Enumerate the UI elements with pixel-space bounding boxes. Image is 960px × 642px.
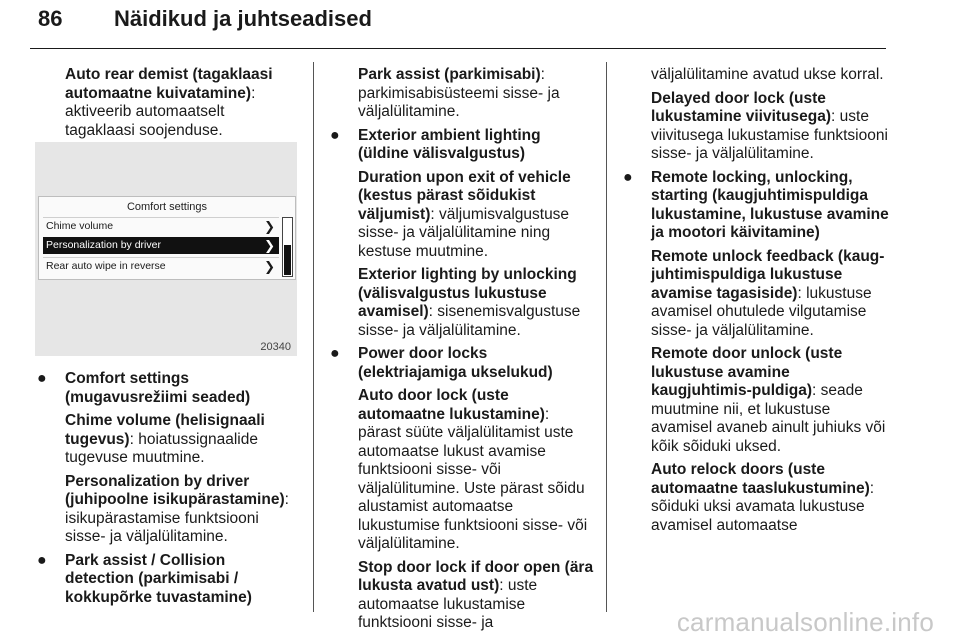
auto-relock-paragraph (651, 461, 889, 535)
menu-row-label: Chime volume (46, 220, 114, 232)
chime-volume-text: : hoiatussignaalide tugevuse muutmine. (65, 430, 258, 466)
menu-row-personalization (43, 237, 279, 254)
rear-demist-heading: Auto rear demist (tagaklaasi automaatne kuivatamine) (65, 66, 273, 102)
bullet-icon: ● (330, 126, 340, 144)
stop-door-lock-text: : uste automaatse lukustamise funktsiooni sisse- ja (358, 577, 538, 631)
unlock-lighting-text: : sisenemisvalgustuse sisse- ja väljalülitamine. (358, 303, 581, 339)
column-divider-2 (606, 62, 607, 612)
column-2 (324, 66, 594, 638)
bullet-comfort-settings (31, 370, 293, 547)
column-1-lower (31, 370, 293, 612)
column-divider-1 (313, 62, 314, 612)
bullet-park-assist (31, 552, 293, 608)
page-number: 86 (38, 6, 63, 31)
scrollbar-thumb (284, 245, 291, 275)
column-3 (617, 66, 889, 540)
auto-door-lock-text: : pärast süüte väljalülitamist uste automaatse lukust avamise funktsiooni sisse- või väljalülitumine. Uste pärast sõidu alustamist automaatse lukustumise funktsiooni sisse- või väljalülitamine. (358, 405, 588, 552)
column-1 (31, 66, 293, 145)
comfort-settings-figure (35, 142, 297, 356)
delayed-lock-heading: Delayed door lock (uste lukustamine viivitusega) (651, 89, 832, 125)
park-assist-heading: Park assist / Collision detection (parkimisabi / kokkupõrke tuvastamine) (65, 551, 252, 606)
remote-unlock-feedback-heading: Remote unlock feedback (kaug-juhtimispuldiga lukustuse avamise tagasiside) (651, 247, 885, 302)
delayed-lock-paragraph (617, 90, 889, 164)
remote-locking-heading: Remote locking, unlocking, starting (kaugjuhtimispuldiga lukustamine, lukustuse avamine ja mootori käivitamine) (651, 168, 889, 241)
figure-number: 20340 (260, 341, 291, 353)
personalization-heading: Personalization by driver (juhipoolne isikupärastamine) (65, 472, 285, 508)
unlock-lighting-paragraph (358, 266, 594, 340)
page-title: Näidikud ja juhtseadised (114, 6, 372, 31)
remote-door-unlock-heading: Remote door unlock (uste lukustuse avamine kaugjuhtimis-puldiga) (651, 345, 843, 399)
park-assist-subheading: Park assist (parkimisabi) (358, 66, 541, 83)
remote-door-unlock-text: : seade muutmine nii, et lukustuse avamisel avaneb ainult juhiuks või kõik sõiduki uksed. (651, 382, 886, 455)
screen-scrollbar (282, 217, 293, 277)
remote-unlock-feedback-text: : lukustuse avamisel ohutulede vilgutamise sisse- ja väljalülitamine. (651, 284, 872, 339)
exterior-lighting-heading: Exterior ambient lighting (üldine välisvalgustus) (358, 126, 541, 162)
exit-duration-heading: Duration upon exit of vehicle (kestus pärast sõidukist väljumist) (358, 168, 571, 223)
remote-door-unlock-paragraph (651, 345, 889, 456)
chevron-right-icon: ❯ (264, 259, 275, 274)
chevron-right-icon: ❯ (264, 219, 275, 234)
bullet-power-door-locks (324, 345, 594, 633)
personalization-text: : isikupärastamise funktsiooni sisse- ja väljalülitamine. (65, 491, 289, 545)
menu-row-rear-auto-wipe (43, 257, 279, 274)
bullet-icon: ● (623, 168, 633, 186)
rear-demist-paragraph (31, 66, 293, 140)
park-assist-paragraph (324, 66, 594, 122)
auto-door-lock-paragraph (358, 387, 594, 554)
bullet-icon: ● (330, 345, 340, 362)
menu-row-label: Rear auto wipe in reverse (46, 260, 166, 272)
page-header (30, 0, 886, 49)
continuation-paragraph: väljalülitamine avatud ukse korral. (651, 66, 884, 83)
display-screen (38, 196, 296, 280)
park-assist-text: : parkimisabisüsteemi sisse- ja väljalülitamine. (358, 66, 560, 120)
menu-row-chime-volume (43, 217, 279, 234)
auto-door-lock-heading: Auto door lock (uste automaatne lukustamine) (358, 387, 545, 423)
exit-duration-text: : väljumisvalgustuse sisse- ja väljalülitamine ning kestuse muutmine. (358, 205, 570, 260)
site-watermark: carmanualsonline.info (676, 607, 934, 637)
comfort-settings-heading: Comfort settings (mugavusrežiimi seaded) (65, 370, 251, 406)
personalization-paragraph (65, 473, 293, 547)
unlock-lighting-heading: Exterior lighting by unlocking (välisvalgustus lukustuse avamisel) (358, 266, 577, 320)
chevron-right-icon: ❯ (264, 238, 275, 253)
auto-relock-text: : sõiduki uksi avamata lukustuse avamisel automaatse (651, 479, 875, 534)
rear-demist-text: : aktiveerib automaatselt tagaklaasi soojenduse. (65, 84, 256, 139)
chime-volume-paragraph (65, 412, 293, 468)
bullet-exterior-lighting (324, 127, 594, 341)
remote-unlock-feedback-paragraph (651, 248, 889, 341)
stop-door-lock-heading: Stop door lock if door open (ära lukusta avatud ust) (358, 558, 594, 594)
bullet-icon: ● (37, 370, 47, 387)
delayed-lock-text: : uste viivitusega lukustamise funktsiooni sisse- ja väljalülitamine. (651, 108, 888, 162)
screen-title: Comfort settings (126, 201, 208, 213)
bullet-remote-locking (617, 169, 889, 536)
chime-volume-heading: Chime volume (helisignaali tugevus) (65, 412, 265, 448)
exit-duration-paragraph (358, 169, 594, 262)
bullet-icon: ● (37, 551, 47, 569)
stop-door-lock-paragraph (358, 559, 594, 633)
auto-relock-heading: Auto relock doors (uste automaatne taaslukustumine) (651, 461, 870, 497)
menu-row-label: Personalization by driver (46, 239, 161, 251)
power-door-locks-heading: Power door locks (elektriajamiga ukselukud) (358, 345, 553, 381)
